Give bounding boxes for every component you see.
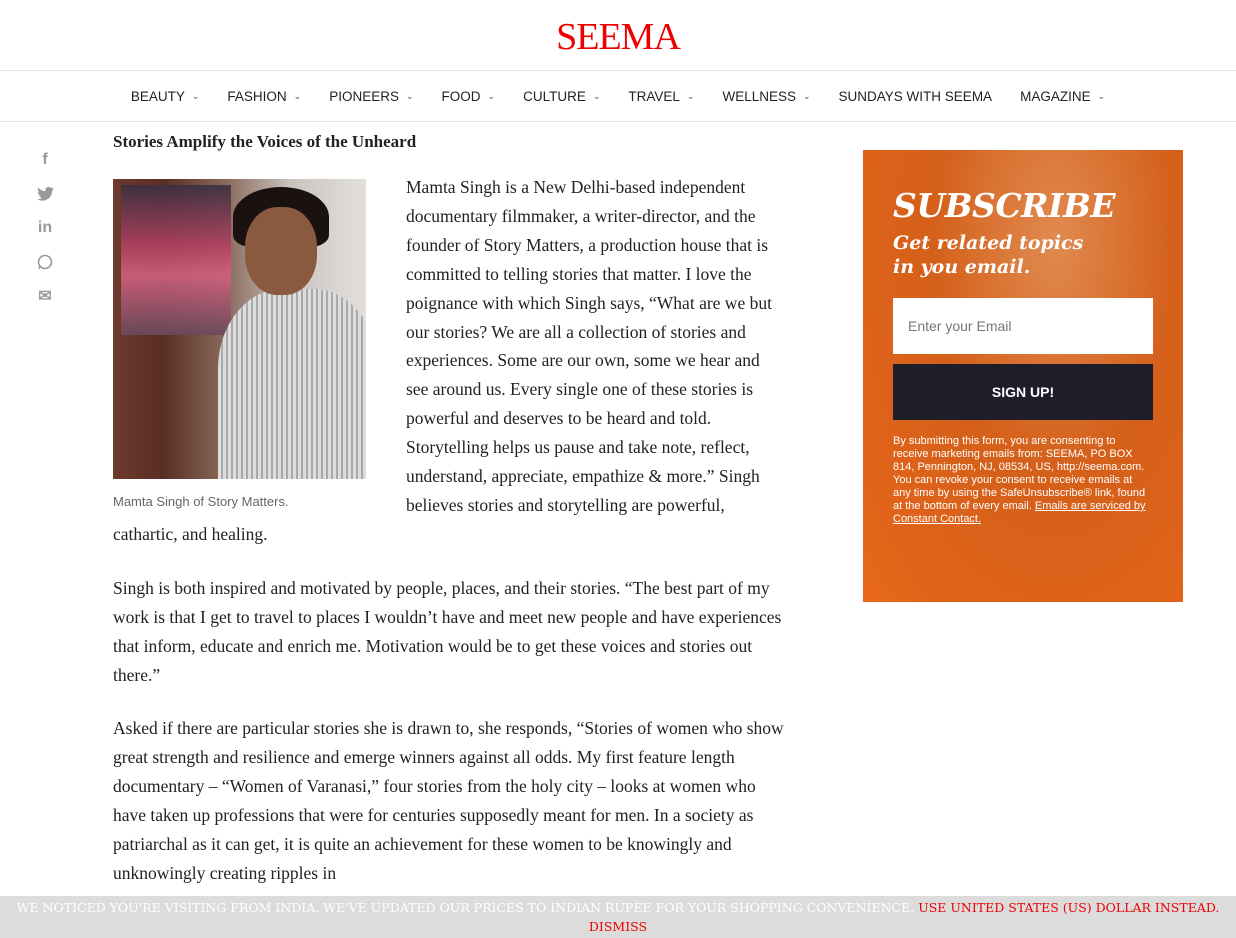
legal-text xyxy=(893,435,1153,526)
nav-pioneers[interactable] xyxy=(315,89,427,104)
nav-sundays-with-seema[interactable] xyxy=(825,89,1007,104)
nav-label: FASHION xyxy=(227,88,287,104)
chevron-down-icon: ⌄ xyxy=(592,90,601,101)
nav-travel[interactable] xyxy=(614,89,708,104)
chevron-down-icon: ⌄ xyxy=(803,90,811,101)
constant-contact-link[interactable]: Emails are serviced by Constant Contact. xyxy=(893,500,1146,525)
site-logo[interactable]: SEEMA xyxy=(556,16,680,58)
dismiss-link[interactable]: DISMISS xyxy=(588,918,648,934)
nav-food[interactable] xyxy=(428,89,510,104)
use-usd-link[interactable]: USE UNITED STATES (US) DOLLAR INSTEAD. xyxy=(918,899,1220,915)
main-nav xyxy=(0,71,1236,122)
subtitle-line: Get related topics xyxy=(893,232,1084,254)
poster-image xyxy=(121,185,231,335)
chevron-down-icon: ⌄ xyxy=(1097,90,1106,101)
article-figure xyxy=(113,179,366,509)
section-heading: Stories Amplify the Voices of the Unheard xyxy=(113,132,417,151)
share-bar xyxy=(36,150,54,306)
site-header xyxy=(0,0,1236,71)
nav-beauty[interactable] xyxy=(117,89,214,104)
mamta-singh-photo xyxy=(113,179,366,479)
paragraph: Asked if there are particular stories she is drawn to, she responds, “Stories of women who show great strength and resilience and emerge winners against all odds. My first feature length documentary – “Women of Varanasi,” four stories from the holy city – looks at women who have taken up professions that were for centuries supposedly meant for men. In a society as patriarchal as it can get, it is quite an achievement for these women to be knowingly and unknowingly creating ripples in xyxy=(113,718,784,883)
photo-detail xyxy=(245,207,317,295)
chevron-down-icon: ⌄ xyxy=(487,90,496,101)
subtitle-line: in you email. xyxy=(893,256,1031,278)
nav-label: MAGAZINE xyxy=(1020,88,1091,104)
nav-label: PIONEERS xyxy=(329,88,399,104)
email-input[interactable]: Enter your Email xyxy=(893,298,1153,354)
currency-notice: WE NOTICED YOU'RE VISITING FROM INDIA. WE'VE UPDATED OUR PRICES TO INDIAN RUPEE FOR YOUR SHOPPING CONVENIENCE. xyxy=(16,899,915,915)
subscribe-title: SUBSCRIBE xyxy=(893,186,1116,225)
email-icon[interactable]: ✉ xyxy=(38,288,52,305)
linkedin-icon[interactable]: in xyxy=(37,219,53,236)
paragraph: Singh is both inspired and motivated by people, places, and their stories. “The best part of my work is that I get to travel to places I wouldn’t have and meet new people and have experiences that inform, educate and enrich me. Motivation would be to get these voices and stories out there.” xyxy=(113,577,782,685)
chevron-down-icon: ⌄ xyxy=(191,90,200,101)
twitter-icon[interactable] xyxy=(36,184,54,204)
chevron-down-icon: ⌄ xyxy=(686,90,695,101)
image-caption: Mamta Singh of Story Matters. xyxy=(113,494,289,509)
subscribe-widget xyxy=(863,150,1183,602)
nav-wellness[interactable] xyxy=(708,89,824,104)
whatsapp-icon[interactable] xyxy=(36,252,54,272)
article-body xyxy=(113,132,785,896)
nav-label: SUNDAYS WITH SEEMA xyxy=(838,88,993,104)
sign-up-button[interactable]: SIGN UP! xyxy=(893,364,1153,420)
nav-label: TRAVEL xyxy=(628,88,680,104)
nav-culture[interactable] xyxy=(509,89,614,104)
legal-copy: By submitting this form, you are consenting to receive marketing emails from: SEEMA, PO BOX 814, Pennington, NJ, 08534, US, http://seema.com. You can revoke your consent to receive emails at any time by using the SafeUnsubscribe® link, found at the bottom of every email. xyxy=(893,435,1146,512)
nav-label: FOOD xyxy=(441,88,481,104)
currency-notice-banner xyxy=(0,896,1236,938)
chevron-down-icon: ⌄ xyxy=(406,90,414,101)
nav-fashion[interactable] xyxy=(213,89,315,104)
nav-label: BEAUTY xyxy=(130,88,185,104)
nav-label: CULTURE xyxy=(523,88,586,104)
subscribe-subtitle xyxy=(893,231,1153,279)
facebook-icon[interactable]: f xyxy=(42,151,48,168)
photo-detail xyxy=(218,289,366,479)
nav-label: WELLNESS xyxy=(722,88,796,104)
nav-magazine[interactable] xyxy=(1006,89,1119,104)
chevron-down-icon: ⌄ xyxy=(293,90,302,101)
paragraph: Mamta Singh is a New Delhi-based independent documentary filmmaker, a writer-director, and the founder of Story Matters, a production house that is committed to telling stories that matter. I love the poignance with which Singh says, “What are we but our stories? We are all a collection of stories and experiences. Some are our own, some we hear and see around us. Every single one of these stories is powerful and deserves to be heard and told. Storytelling helps us pause and take note, reflect, understand, appreciate, empathize & more.” Singh believes stories and storytelling are powerful, cathartic, and healing. xyxy=(113,177,772,544)
